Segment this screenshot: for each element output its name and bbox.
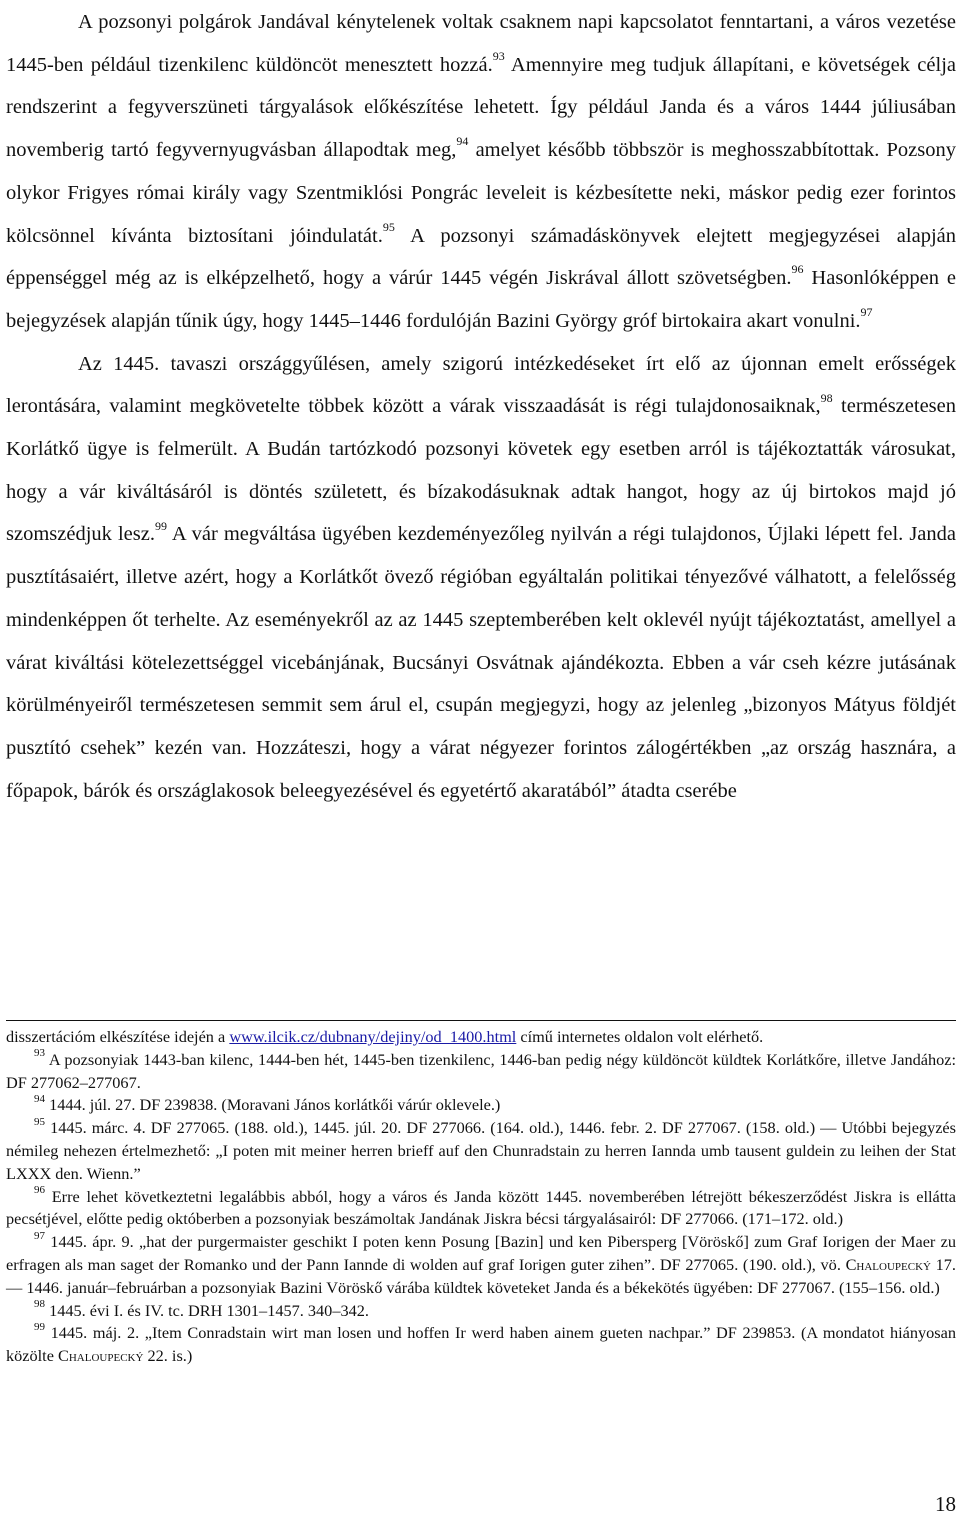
footnote-number: 98 <box>34 1298 45 1311</box>
text-run: 1445. évi I. és IV. tc. DRH 1301–1457. 340–342. <box>49 1300 369 1320</box>
text-run: című internetes oldalon volt elérhető. <box>516 1027 764 1046</box>
footnote <box>6 1117 956 1185</box>
footnote-ref: 94 <box>456 134 469 149</box>
text-run: amelyet később többször is meghosszabbítottak. Pozsony olykor Frigyes római király vagy Szentmiklósi Pongrác leveleit is kézbesítette neki, máskor pedig ezer forintos kölcsönnel kívánta biztosítani jóindulatát. <box>6 139 956 247</box>
text-run: 1445. máj. 2. „Item Conradstain wirt man losen und hoffen Ir werd haben ainem gueten nachpar.” DF 239853. (A mondatot hiányosan közölte <box>6 1323 956 1366</box>
text-run: természetesen Korlátkő ügye is felmerült. A Budán tartózkodó pozsonyi követek egy esetben arról is tájékoztatták városukat, hogy a vár kiváltásáról is döntés született, és bízakodásuknak adtak hangot, hogy az új birtokos majd jó szomszédjuk lesz. <box>6 395 956 546</box>
text-run: A pozsonyi polgárok Jandával kénytelenek voltak csaknem napi kapcsolatot fenntartani, a város vezetése 1445-ben például tizenkilenc küldöncöt menesztett hozzá. <box>6 11 956 76</box>
footnote <box>6 1300 956 1323</box>
main-text <box>6 0 956 812</box>
footnote-ref: 97 <box>860 305 873 320</box>
text-run: Amennyire meg tudjuk állapítani, e követségek célja rendszerint a fegyverszüneti tárgyalások előkészítése lehetett. Így például Janda és a város 1444 júliusában novemberig tartó fegyvernyugvásban állapodtak meg, <box>6 53 956 162</box>
text-run: A pozsonyiak 1443-ban kilenc, 1444-ben hét, 1445-ben tizenkilenc, 1446-ban pedig négy küldöncöt küldtek Korlátkőre, illetve Jandához: DF 277062–277067. <box>6 1049 957 1092</box>
page <box>6 0 956 812</box>
footnote-number: 99 <box>34 1320 45 1333</box>
footnote-ref: 93 <box>492 48 505 63</box>
footnote <box>6 1231 956 1299</box>
footnote-number: 95 <box>34 1115 45 1128</box>
url-link[interactable]: www.ilcik.cz/dubnany/dejiny/od_1400.html <box>229 1027 517 1046</box>
footnote-continuation <box>6 1026 956 1049</box>
author-name: Chaloupecký <box>58 1346 144 1366</box>
footnote-ref: 95 <box>382 219 395 234</box>
text-run: A vár megváltása ügyében kezdeményezőleg nyilván a régi tulajdonos, Újlaki lépett fel. Janda pusztításaiért, illetve azért, hogy a Korlátkőt övező régióban egyáltalán politikai tényezővé válhatott, a felelősség mindenképpen őt terhelte. Az eseményekről az az 1445 szeptemberében kelt oklevél nyújt tájékoztatást, amellyel a várat kiváltási kötelezettséggel vicebánjának, Bucsányi Osvátnak ajándékozta. Ebben a vár cseh kézre jutásának körülményeiről természetesen semmit sem árul el, csupán megjegyzi, hogy az jelenleg „bizonyos Mátyus földjét pusztító csehek” kezén van. Hozzáteszi, hogy a várat négyezer forintos zálogértékben „az ország hasznára, a főpapok, bárók és országlakosok beleegyezésével és egyetértő akaratából” átadta cserébe <box>6 523 957 802</box>
text-run: 1444. júl. 27. DF 239838. (Moravani János korlátkői várúr oklevele.) <box>49 1095 501 1115</box>
footnote-ref: 98 <box>820 390 833 405</box>
footnote-ref: 99 <box>154 518 167 533</box>
paragraph <box>6 1 956 343</box>
footnote-ref: 96 <box>791 262 804 277</box>
footnote-number: 93 <box>34 1047 45 1060</box>
text-run: Hasonlóképpen e bejegyzések alapján tűnik úgy, hogy 1445–1446 fordulóján Bazini György gróf birtokaira akart vonulni. <box>6 267 956 332</box>
footnote <box>6 1186 956 1232</box>
footnote-number: 94 <box>34 1092 45 1105</box>
footnote <box>6 1049 956 1095</box>
text-run: Az 1445. tavaszi országgyűlésen, amely szigorú intézkedéseket írt elő az újonnan emelt erősségek lerontására, valamint megkövetelte többek között a várak visszaadását is régi tulajdonosaiknak, <box>6 352 956 418</box>
paragraph <box>6 343 956 813</box>
text-run: 17. — 1446. január–februárban a pozsonyiak Bazini Vöröskő várába küldtek követeket Janda és a békekötés ügyében: DF 277067. (155–156. old.) <box>6 1254 956 1297</box>
page-number: 18 <box>935 1492 956 1516</box>
author-name: Chaloupecký <box>845 1254 931 1274</box>
text-run: A pozsonyi számadáskönyvek elejtett megjegyzései alapján éppenséggel még az is elképzelhető, hogy a várúr 1445 végén Jiskrával állott szövetségben. <box>6 224 956 290</box>
text-run: 22. is.) <box>143 1346 193 1366</box>
text-run: 1445. márc. 4. DF 277065. (188. old.), 1445. júl. 20. DF 277066. (164. old.), 1446. febr. 2. DF 277067. (158. old.) — Utóbbi bejegyzés némileg nehezen értelmezhető: „I poten mit meiner herren brieff auf den Chunradstain zu herren Iannda umb tausent guldein zu leihen der Stat LXXX den. Wienn.” <box>6 1118 956 1183</box>
text-run: disszertációm elkészítése idején a <box>6 1027 230 1046</box>
footnote-number: 96 <box>34 1184 45 1197</box>
footnote-number: 97 <box>34 1229 45 1242</box>
text-run: 1445. ápr. 9. „hat der purgermaister geschikt I poten kenn Posung [Bazin] und ken Pibersperg [Vöröskő] zum Graf Iorigen der Maer zu erfragen als man saget der Romanko und der Pann Iannde di wolden auf graf Iorigen guter zihen”. DF 277065. (190. old.), vö. <box>6 1232 956 1274</box>
footnote <box>6 1322 956 1368</box>
footnote-separator <box>6 1020 956 1021</box>
footnote <box>6 1094 956 1117</box>
footnotes <box>6 1026 956 1368</box>
text-run: Erre lehet következtetni legalábbis abból, hogy a város és Janda között 1445. novemberében létrejött békeszerződést Jiskra is ellátta pecsétjével, előtte pedig októberben a pozsonyiak beszámoltak Jandának Jiskra bécsi tárgyalásairól: DF 277066. (171–172. old.) <box>6 1186 956 1229</box>
